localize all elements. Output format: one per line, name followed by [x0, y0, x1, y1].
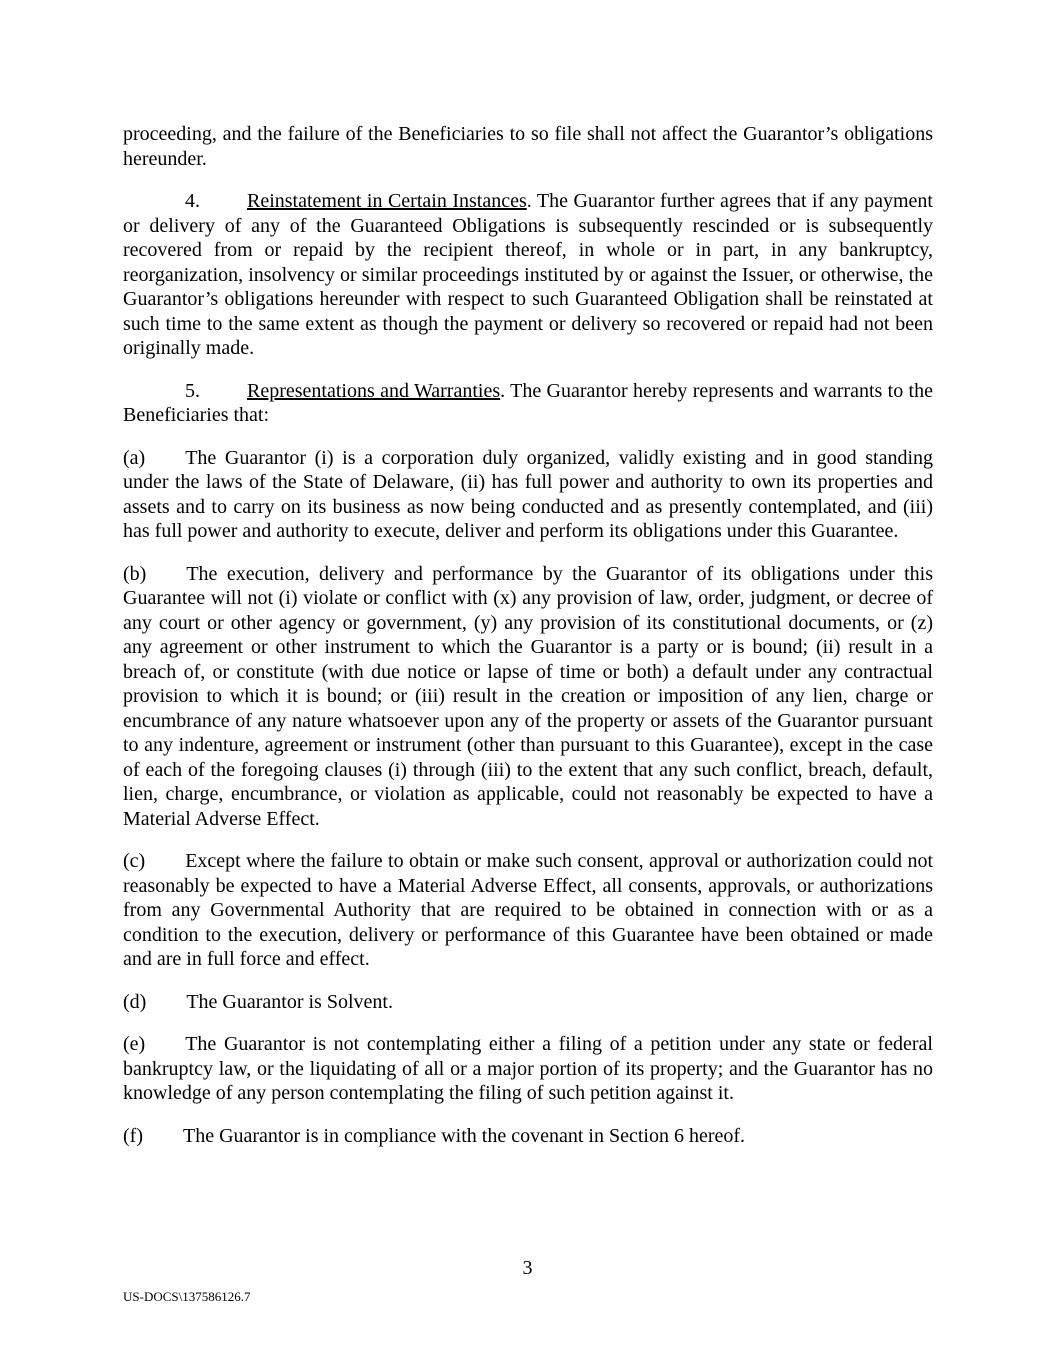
subsection-label: (c)	[123, 850, 146, 872]
subsection-label: (b)	[123, 562, 147, 585]
section-5-number: 5.	[185, 379, 200, 402]
subsection-label: (f)	[123, 1124, 143, 1147]
subsection-label: (e)	[123, 1033, 146, 1055]
page-number: 3	[522, 1257, 533, 1279]
subsection-label: (a)	[123, 446, 146, 469]
page-content	[123, 122, 933, 1148]
subsection-text: The Guarantor is not contemplating either a filing of a petition under any state or federal bankruptcy law, or the liquidating of all or a major portion of its property; and the Guarantor has no knowledge of any person contemplating the filing of such petition against it.	[123, 1033, 933, 1104]
subsection-text: The execution, delivery and performance by the Guarantor of its obligations under this Guarantee will not (i) violate or conflict with (x) any provision of law, order, judgment, or decree of any court or other agency or government, (y) any provision of its constitutional documents, or (z) any agreement or other instrument to which the Guarantor is a party or is bound; (ii) result in a breach of, or constitute (with due notice or lapse of time or both) a default under any contractual provision to which it is bound; or (iii) result in the creation or imposition of any lien, charge or encumbrance of any nature whatsoever upon any of the property or assets of the Guarantor pursuant to any indenture, agreement or instrument (other than pursuant to this Guarantee), except in the case of each of the foregoing clauses (i) through (iii) to the extent that any such conflict, breach, default, lien, charge, encumbrance, or violation as applicable, could not reasonably be expected to have a Material Adverse Effect.	[123, 562, 933, 830]
section-5-body: . The Guarantor hereby represents and warrants to the Beneficiaries that:	[123, 379, 933, 426]
section-4-number: 4.	[185, 190, 200, 212]
subsection-paragraph-f	[123, 1124, 933, 1149]
document-id-footer: US-DOCS\137586126.7	[123, 1289, 251, 1304]
subsection-paragraph-e	[123, 1032, 933, 1106]
subsection-text: The Guarantor (i) is a corporation duly organized, validly existing and in good standing under the laws of the State of Delaware, (ii) has full power and authority to own its properties and assets and to carry on its business as now being conducted and as presently contemplated, and (iii) has full power and authority to execute, deliver and perform its obligations under this Guarantee.	[123, 446, 933, 542]
subsection-text: The Guarantor is in compliance with the covenant in Section 6 hereof.	[182, 1124, 746, 1147]
section-4-paragraph	[123, 189, 933, 361]
subsection-paragraph-a	[123, 446, 933, 544]
subsection-label: (d)	[123, 990, 147, 1013]
paragraph-continuation: proceeding, and the failure of the Beneficiaries to so file shall not affect the Guarantor’s obligations hereunder.	[123, 123, 933, 170]
section-5-paragraph	[123, 379, 933, 428]
subsection-paragraph-b	[123, 562, 933, 832]
subsection-text: Except where the failure to obtain or make such consent, approval or authorization could not reasonably be expected to have a Material Adverse Effect, all consents, approvals, or authorizations from any Governmental Authority that are required to be obtained in connection with or as a condition to the execution, delivery or performance of this Guarantee have been obtained or made and are in full force and effect.	[123, 850, 933, 970]
subsection-text: The Guarantor is Solvent.	[186, 990, 393, 1013]
section-4-heading: Reinstatement in Certain Instances	[247, 190, 527, 212]
section-4-body: . The Guarantor further agrees that if any payment or delivery of any of the Guaranteed Obligations is subsequently rescinded or is subsequently recovered from or repaid by the recipient thereof, in whole or in part, in any bankruptcy, reorganization, insolvency or similar proceedings instituted by or against the Issuer, or otherwise, the Guarantor’s obligations hereunder with respect to such Guaranteed Obligation shall be reinstated at such time to the same extent as though the payment or delivery so recovered or repaid had not been originally made.	[123, 190, 933, 359]
subsection-paragraph-c	[123, 849, 933, 972]
section-5-heading: Representations and Warranties	[247, 379, 501, 402]
subsection-paragraph-d	[123, 990, 933, 1015]
